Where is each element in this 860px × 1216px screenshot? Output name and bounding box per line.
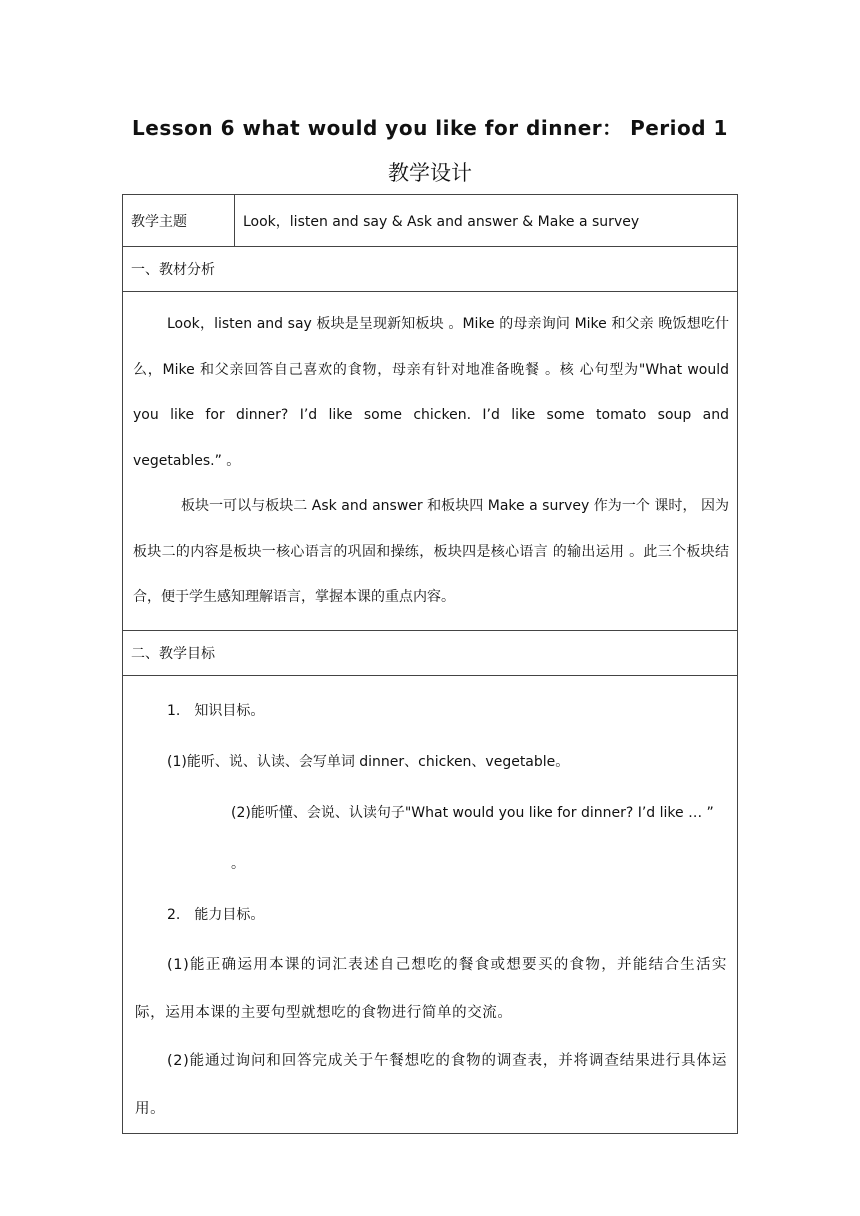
lesson-plan-table	[122, 194, 738, 1134]
goals-content	[123, 676, 738, 1134]
document-subtitle: 教学设计	[388, 161, 472, 185]
goal-item: 2. 能力目标。	[167, 907, 265, 923]
goal-item: 1. 知识目标。	[167, 703, 265, 719]
goal-subitem: (1)能听、说、认读、会写单词 dinner、chicken、vegetable。	[167, 754, 570, 770]
theme-label: 教学主题	[123, 195, 235, 247]
analysis-paragraph: Look，listen and say 板块是呈现新知板块 。Mike 的母亲询问 Mike 和父亲 晚饭想吃什么，Mike 和父亲回答自己喜欢的食物，母亲有针对地准备晚餐 。核 心句型为"What would you like for dinner? I’d like some chicken. I’d like some tomato soup and vegetables.” 。	[133, 316, 729, 469]
section1-content-row	[123, 292, 738, 631]
section-heading-row	[123, 631, 738, 676]
theme-value: Look，listen and say & Ask and answer & Make a survey	[235, 195, 738, 247]
goal-paragraph: (1)能正确运用本课的词汇表述自己想吃的餐食或想要买的食物，并能结合生活实际，运用本课的主要句型就想吃的食物进行简单的交流。	[135, 957, 727, 1021]
section2-content-row	[123, 676, 738, 1134]
document-title: Lesson 6 what would you like for dinner： Period 1	[132, 116, 728, 140]
analysis-content	[123, 292, 738, 631]
section-heading-row	[123, 247, 738, 292]
section1-heading: 一、教材分析	[123, 247, 738, 292]
analysis-paragraph: 板块一可以与板块二 Ask and answer 和板块四 Make a survey 作为一个 课时， 因为板块二的内容是板块一核心语言的巩固和操练，板块四是核心语言 的输出运用 。此三个板块结合，便于学生感知理解语言，掌握本课的重点内容。	[133, 498, 729, 605]
goal-paragraph: (2)能通过询问和回答完成关于午餐想吃的食物的调查表，并将调查结果进行具体运用。	[135, 1053, 727, 1117]
theme-row	[123, 195, 738, 247]
goal-subitem: (2)能听懂、会说、认读句子"What would you like for dinner? I’d like … ” 。	[231, 805, 714, 872]
section2-heading: 二、教学目标	[123, 631, 738, 676]
